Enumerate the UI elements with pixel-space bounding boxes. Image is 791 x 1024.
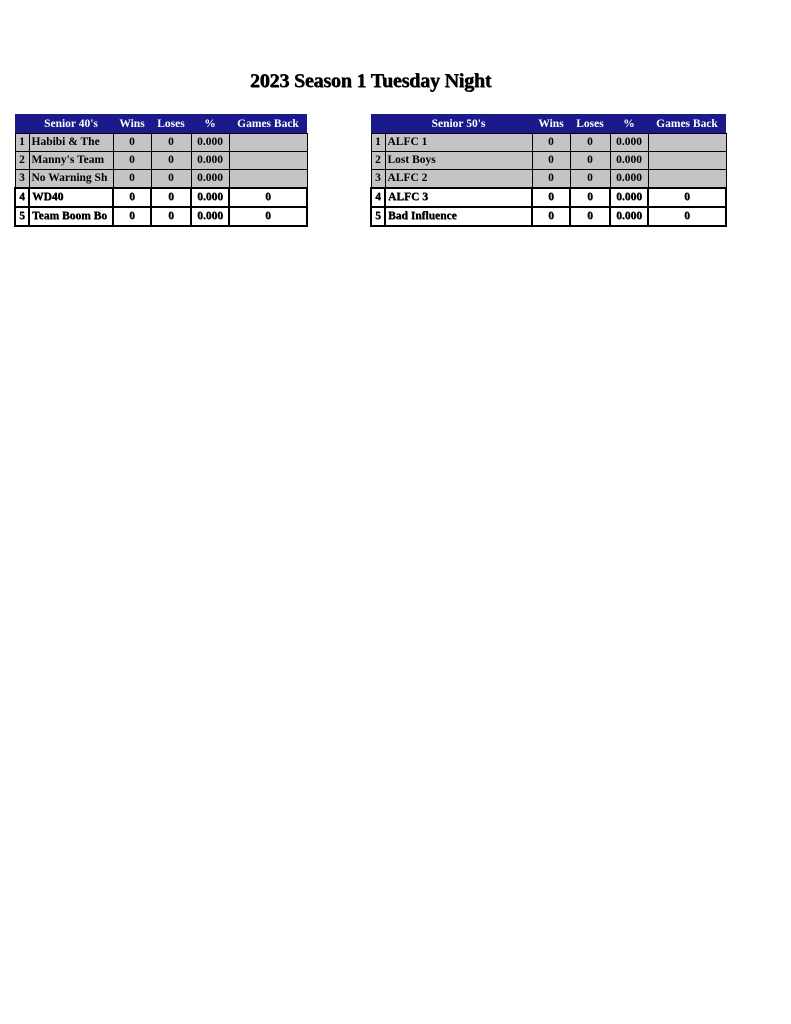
wins-cell: 0 — [113, 207, 151, 226]
loses-cell: 0 — [151, 188, 191, 207]
team-cell: No Warning Sh — [29, 170, 113, 189]
pct-cell: 0.000 — [610, 207, 648, 226]
rank-header — [15, 114, 29, 134]
wins-cell: 0 — [532, 188, 570, 207]
games-back-cell — [648, 152, 726, 170]
team-cell: ALFC 2 — [385, 170, 532, 189]
loses-cell: 0 — [570, 134, 610, 152]
pct-header: % — [191, 114, 229, 134]
rank-cell: 2 — [371, 152, 385, 170]
team-cell: Habibi & The — [29, 134, 113, 152]
table-row — [371, 207, 726, 226]
rank-cell: 3 — [371, 170, 385, 189]
loses-cell: 0 — [151, 152, 191, 170]
wins-cell: 0 — [532, 134, 570, 152]
pct-cell: 0.000 — [610, 134, 648, 152]
team-cell: Bad Influence — [385, 207, 532, 226]
wins-cell: 0 — [113, 152, 151, 170]
rank-cell: 4 — [371, 188, 385, 207]
wins-cell: 0 — [113, 188, 151, 207]
pct-cell: 0.000 — [191, 188, 229, 207]
games-back-cell: 0 — [648, 188, 726, 207]
team-cell: Team Boom Bo — [29, 207, 113, 226]
games-back-cell — [229, 134, 307, 152]
rank-cell: 5 — [371, 207, 385, 226]
division-header: Senior 50's — [385, 114, 532, 134]
page-title: 2023 Season 1 Tuesday Night — [249, 70, 492, 92]
division-header: Senior 40's — [29, 114, 113, 134]
table-row — [15, 188, 307, 207]
wins-cell: 0 — [532, 207, 570, 226]
loses-cell: 0 — [151, 170, 191, 189]
table-row — [15, 170, 307, 189]
pct-cell: 0.000 — [191, 207, 229, 226]
header-row — [371, 114, 726, 134]
wins-header: Wins — [113, 114, 151, 134]
standings-table-senior-50s — [370, 114, 727, 227]
games-back-header: Games Back — [648, 114, 726, 134]
rank-cell: 2 — [15, 152, 29, 170]
table-row — [371, 134, 726, 152]
loses-cell: 0 — [570, 152, 610, 170]
table-row — [371, 152, 726, 170]
table-row — [15, 207, 307, 226]
table-row — [15, 134, 307, 152]
wins-cell: 0 — [113, 134, 151, 152]
pct-cell: 0.000 — [191, 152, 229, 170]
games-back-cell — [229, 170, 307, 189]
pct-cell: 0.000 — [610, 152, 648, 170]
wins-cell: 0 — [113, 170, 151, 189]
loses-cell: 0 — [570, 207, 610, 226]
pct-header: % — [610, 114, 648, 134]
loses-cell: 0 — [570, 188, 610, 207]
games-back-cell: 0 — [229, 188, 307, 207]
loses-cell: 0 — [570, 170, 610, 189]
team-cell: ALFC 3 — [385, 188, 532, 207]
rank-cell: 5 — [15, 207, 29, 226]
team-cell: WD40 — [29, 188, 113, 207]
standings-table-senior-40s — [14, 114, 308, 227]
games-back-cell — [229, 152, 307, 170]
team-cell: ALFC 1 — [385, 134, 532, 152]
table-row — [15, 152, 307, 170]
table-row — [371, 170, 726, 189]
loses-cell: 0 — [151, 207, 191, 226]
games-back-cell — [648, 134, 726, 152]
loses-header: Loses — [151, 114, 191, 134]
wins-cell: 0 — [532, 152, 570, 170]
rank-cell: 3 — [15, 170, 29, 189]
pct-cell: 0.000 — [610, 170, 648, 189]
team-cell: Lost Boys — [385, 152, 532, 170]
rank-cell: 1 — [371, 134, 385, 152]
rank-cell: 1 — [15, 134, 29, 152]
games-back-cell: 0 — [648, 207, 726, 226]
loses-cell: 0 — [151, 134, 191, 152]
games-back-header: Games Back — [229, 114, 307, 134]
pct-cell: 0.000 — [191, 134, 229, 152]
header-row — [15, 114, 307, 134]
wins-header: Wins — [532, 114, 570, 134]
wins-cell: 0 — [532, 170, 570, 189]
loses-header: Loses — [570, 114, 610, 134]
games-back-cell: 0 — [229, 207, 307, 226]
table-row — [371, 188, 726, 207]
team-cell: Manny's Team — [29, 152, 113, 170]
pct-cell: 0.000 — [191, 170, 229, 189]
games-back-cell — [648, 170, 726, 189]
pct-cell: 0.000 — [610, 188, 648, 207]
rank-header — [371, 114, 385, 134]
rank-cell: 4 — [15, 188, 29, 207]
